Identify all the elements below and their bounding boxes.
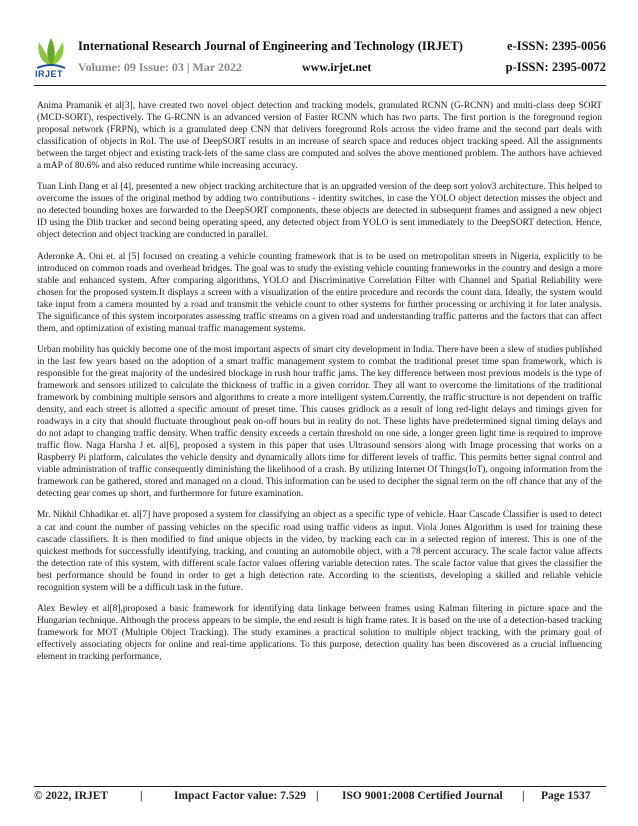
paragraph: Aderonke A. Oni et. al [5] focused on creating a vehicle counting framework that is to be used on metropolitan streets in Nigeria, explicitly to be introduced on common roads and overhead bridges. The goal was to study the existing vehicle counting frameworks in the country and design a more stable and enhanced system. After comparing algorithms, YOLO and Discriminative Correlation Filter with Channel and Spatial Reliability were chosen for the proposed system.It displays a screen with a visualization of the entire procedure and records the count data. Ideally, the system would take input from a camera mounted by a road and transmit the vehicle count to other systems for further processing or archiving it for later analysis. The significance of this system incorporates assessing traffic streams on a given road and understanding traffic patterns and the factors that can affect them, and optimization of existing manual traffic management systems. [37, 251, 602, 334]
footer-separator: | [522, 790, 525, 802]
footer-page-number: Page 1537 [541, 790, 591, 802]
footer-separator: | [316, 790, 319, 802]
page-header [34, 36, 606, 82]
body-text [37, 100, 602, 672]
volume-issue: Volume: 09 Issue: 03 | Mar 2022 [78, 60, 242, 74]
footer-copyright: © 2022, IRJET [34, 790, 109, 802]
paragraph: Tuan Linh Dang et al [4], presented a new object tracking architecture that is an upgraded version of the deep sort yolov3 architecture. This helped to overcome the issues of the original method by adding two contributions - identity switches, in case the YOLO object detection misses the object and no detected bounding boxes are forwarded to the DeepSORT components, these objects are detected in subsequent frames and assigned a new object ID using the Dlib tracker and second being operating speed, any detected object from YOLO is sent immediately to the DeepSORT detection. Hence, object detection and object tracking are conducted in parallel. [37, 182, 602, 241]
e-issn: e-ISSN: 2395-0056 [507, 39, 606, 53]
leaf-icon [38, 38, 63, 66]
footer-impact-factor: Impact Factor value: 7.529 [174, 790, 307, 802]
logo-text: IRJET [35, 69, 64, 79]
p-issn: p-ISSN: 2395-0072 [505, 60, 606, 74]
journal-title: International Research Journal of Engineering and Technology (IRJET) [78, 39, 463, 53]
paragraph: Mr. Nikhil Chhadikar et. al[7] have proposed a system for classifying an object as a specific type of vehicle. Haar Cascade Classifier is used to detect a car and count the number of passing vehicles on the specific road using traffic videos as input. Viola Jones Algorithm is used for training these cascade classifiers. It is then modified to find unique objects in the video, by tracking each car in a selected region of interest. This is one of the quickest methods for successfully identifying, tracking, and counting an automobile object, with a 78 percent accuracy. The scale factor value affects the detection rate of this system, with different scale factor values offering variable detection rates. The scale factor value that gives the classifier the best performance should be found in order to get a high detection rate. According to the scientists, developing a skilled and reliable vehicle recognition system will be a difficult task in the future. [37, 510, 602, 593]
irjet-logo [34, 36, 68, 80]
footer-separator: | [140, 790, 143, 802]
paragraph: Anima Pramanik et al[3], have created two novel object detection and tracking models, granulated RCNN (G-RCNN) and multi-class deep SORT (MCD-SORT), respectively. The G-RCNN is an advanced version of Faster RCNN which has two parts. The first portion is the foreground region proposal network (FRPN), which is a granulated deep CNN that delivers foreground RoIs across the video frame and the second part deals with classification of objects in RoI. The use of DeepSORT results in an increase of search space and reduces object tracking speed. All the assignments between the target object and existing track-lets of the same class are computed and solves the above mentioned problem. The authors have achieved a mAP of 80.6% and also reduced runtime while increasing accuracy. [37, 101, 602, 172]
paragraph: Alex Bewley et al[8],proposed a basic framework for identifying data linkage between frames using Kalman filtering in picture space and the Hungarian technique. Although the process appears to be simple, the end result is high frame rates. It is based on the use of a detection-based tracking framework for MOT (Multiple Object Tracking). The study examines a practical solution to multiple object tracking, with the primary goal of effectively associating objects for online and real-time applications. To this purpose, detection quality has been discovered as a crucial influencing element in tracking performance, [37, 603, 602, 662]
header-divider [34, 85, 606, 86]
footer-divider [34, 786, 606, 787]
footer-iso: ISO 9001:2008 Certified Journal [342, 790, 503, 802]
page-footer [34, 790, 606, 808]
paragraph: Urban mobility has quickly become one of the most important aspects of smart city development in India. There have been a slew of studies published in the last few years based on the adoption of a smart traffic management system to combat the traditional preset time span framework, which is responsible for the great majority of the undesired blockage in rush hour traffic jams. The key difference between most previous models is the type of framework and sensors utilized to calculate the thickness of traffic in a given corridor. They all want to overcome the limitations of the traditional framework by combining multiple sensors and algorithms to create a more intelligent system.Currently, the traffic structure is not dependent on traffic density, and each street is allotted a specific amount of preset time. This causes gridlock as a result of long red-light delays and timings given for roadways in a city that should fluctuate throughout peak on-off hours but in reality do not. These lights have predetermined signal timing delays and do not adapt to changing traffic density. When traffic density exceeds a certain threshold on one side, a longer green light time is required to improve traffic flow. Naga Harsha J et. al[6], proposed a system in this paper that uses Ultrasound sensors along with Image processing that works on a Raspberry Pi platform, calculates the vehicle density and dynamically allots time for different levels of traffic. This permits better signal control and viable administration of traffic consequently diminishing the likelihood of a crash. By utilizing Internet Of Things(IoT), ongoing information from the framework can be gathered, stored and managed on a cloud. This information can be used to decipher the signal term on the off chance that any of the detecting gear comes up short, and furthermore for future examination. [37, 344, 602, 500]
journal-url[interactable]: www.irjet.net [302, 60, 372, 74]
